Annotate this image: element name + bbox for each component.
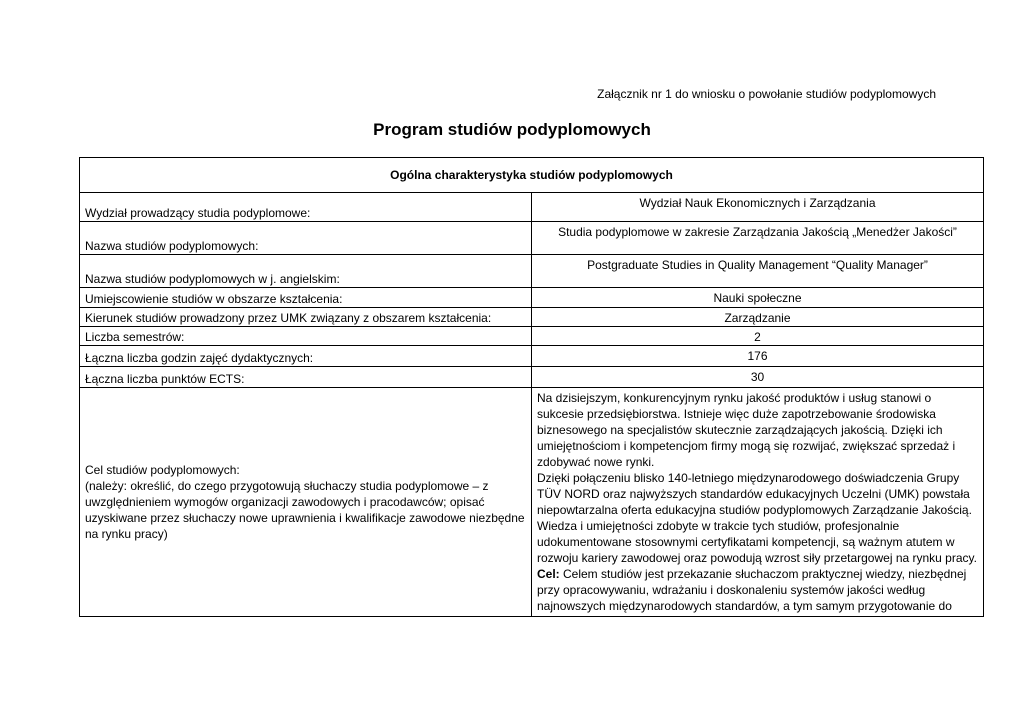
table-row <box>80 367 984 388</box>
row-label-field: Kierunek studiów prowadzony przez UMK związany z obszarem kształcenia: <box>80 308 532 327</box>
program-table <box>79 157 984 617</box>
table-row <box>80 193 984 222</box>
row-label-goal <box>80 388 532 617</box>
row-label-faculty: Wydział prowadzący studia podyplomowe: <box>80 193 532 222</box>
row-value-hours: 176 <box>532 346 984 367</box>
row-label-semesters: Liczba semestrów: <box>80 327 532 346</box>
row-value-name-english: Postgraduate Studies in Quality Management “Quality Manager” <box>532 255 984 288</box>
table-row <box>80 255 984 288</box>
table-row <box>80 346 984 367</box>
goal-description <box>537 390 978 615</box>
row-value-semesters: 2 <box>532 327 984 346</box>
section-header: Ogólna charakterystyka studiów podyplomowych <box>80 158 984 193</box>
table-row <box>80 288 984 308</box>
table-row <box>80 327 984 346</box>
table-header-row <box>80 158 984 193</box>
goal-paragraph-2: Dzięki połączeniu blisko 140-letniego międzynarodowego doświadczenia Grupy TÜV NORD oraz najwyższych standardów edukacyjnych Uczelni (UMK) powstała niepowtarzalna oferta edukacyjna studiów podyplomowych Zarządzanie Jakością. Wiedza i umiejętności zdobyte w trakcie tych studiów, profesjonalnie udokumentowane stosownymi certyfikatami kompetencji, są ważnym atutem w rozwoju kariery zawodowej oraz powodują wzrost siły przetargowej na rynku pracy. <box>537 471 977 565</box>
row-label-area: Umiejscowienie studiów w obszarze kształcenia: <box>80 288 532 308</box>
annex-note: Załącznik nr 1 do wniosku o powołanie studiów podyplomowych <box>597 87 936 101</box>
goal-paragraph-3 <box>537 566 978 614</box>
row-value-name: Studia podyplomowe w zakresie Zarządzania Jakością „Menedżer Jakości” <box>532 222 984 255</box>
table-row <box>80 308 984 327</box>
table-row <box>80 222 984 255</box>
row-value-area: Nauki społeczne <box>532 288 984 308</box>
row-value-goal <box>532 388 984 617</box>
row-label-ects: Łączna liczba punktów ECTS: <box>80 367 532 388</box>
goal-label-text: Cel studiów podyplomowych: (należy: określić, do czego przygotowują słuchaczy studia podyplomowe – z uwzględnieniem wymogów organizacji zawodowych i pracodawców; opisać uzyskiwane przez słuchaczy nowe uprawnienia i kwalifikacje zawodowe niezbędne na rynku pracy) <box>85 463 525 541</box>
page-title: Program studiów podyplomowych <box>373 120 651 139</box>
table-row <box>80 388 984 617</box>
goal-prefix: Cel: <box>537 567 560 581</box>
row-value-ects: 30 <box>532 367 984 388</box>
row-label-hours: Łączna liczba godzin zajęć dydaktycznych: <box>80 346 532 367</box>
row-label-name: Nazwa studiów podyplomowych: <box>80 222 532 255</box>
row-value-faculty: Wydział Nauk Ekonomicznych i Zarządzania <box>532 193 984 222</box>
goal-paragraph-1: Na dzisiejszym, konkurencyjnym rynku jakość produktów i usług stanowi o sukcesie przedsiębiorstwa. Istnieje więc duże zapotrzebowanie środowiska biznesowego na specjalistów skutecznie zarządzających jakością. Dzięki ich umiejętnościom i kompetencjom firmy mogą się rozwijać, zwiększać sprzedaż i zdobywać nowe rynki. <box>537 391 956 469</box>
row-value-field: Zarządzanie <box>532 308 984 327</box>
row-label-name-english: Nazwa studiów podyplomowych w j. angielskim: <box>80 255 532 288</box>
goal-text: Celem studiów jest przekazanie słuchaczom praktycznej wiedzy, niezbędnej przy opracowywaniu, wdrażaniu i doskonaleniu systemów jakości według najnowszych międzynarodowych standardów, a tym samym przygotowanie do <box>537 567 967 613</box>
